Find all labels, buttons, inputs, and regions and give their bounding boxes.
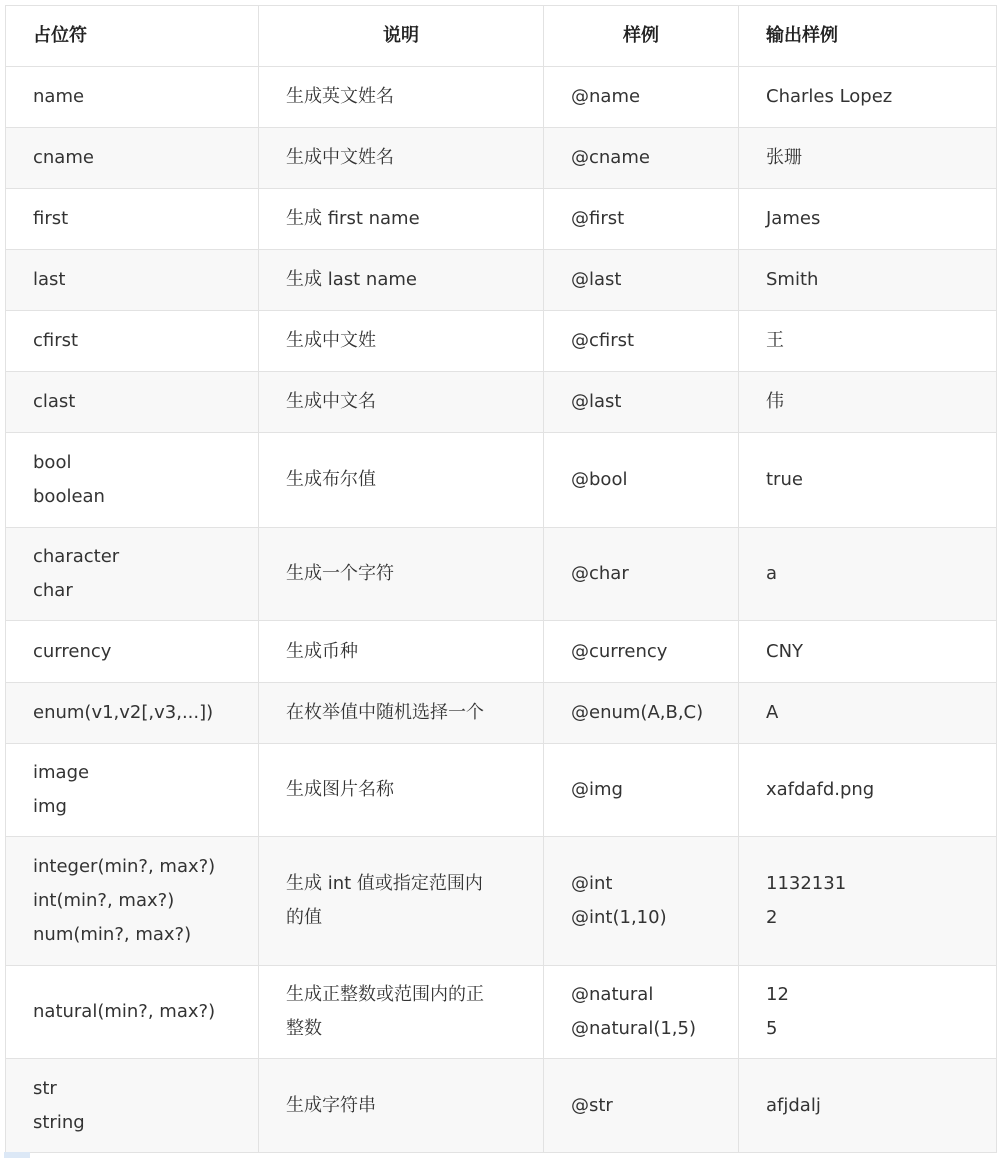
description-cell: [259, 67, 544, 128]
table-row: [6, 189, 997, 250]
output-cell: [739, 189, 997, 250]
placeholder-cell-line: num(min?, max?): [33, 924, 192, 945]
example-cell-line: @enum(A,B,C): [571, 702, 704, 723]
example-cell: [544, 744, 739, 837]
example-cell-line: @natural(1,5): [571, 1018, 697, 1039]
output-cell-line: 1132131: [766, 873, 847, 894]
output-cell: [739, 67, 997, 128]
placeholder-cell: [6, 372, 259, 433]
placeholder-cell-line: string: [33, 1111, 85, 1133]
placeholder-cell: [6, 837, 259, 966]
placeholder-cell: [6, 189, 259, 250]
output-cell-line: 2: [766, 907, 778, 928]
output-cell: [739, 311, 997, 372]
example-cell-line: @name: [571, 86, 641, 107]
description-cell-line: 生成一个字符: [286, 563, 394, 584]
table-row: [6, 311, 997, 372]
description-cell: [259, 528, 544, 621]
placeholder-cell-line: image: [33, 762, 90, 783]
output-cell: [739, 250, 997, 311]
output-cell-line: 张珊: [766, 147, 802, 168]
example-cell-line: @cfirst: [571, 330, 635, 351]
table-row: [6, 372, 997, 433]
example-cell-line: @img: [571, 779, 623, 800]
placeholder-cell-line: img: [33, 796, 67, 817]
description-cell-line: 生成 int 值或指定范围内: [286, 873, 483, 894]
table-row: [6, 683, 997, 744]
placeholder-cell-line: boolean: [33, 486, 105, 507]
placeholder-cell: [6, 67, 259, 128]
placeholder-cell: [6, 966, 259, 1059]
table-row: [6, 528, 997, 621]
table-row: [6, 128, 997, 189]
output-cell-line: Smith: [766, 269, 819, 290]
placeholder-cell-line: currency: [33, 640, 112, 662]
placeholder-cell: [6, 683, 259, 744]
output-cell: [739, 621, 997, 683]
description-cell-line: 生成中文名: [286, 391, 376, 412]
placeholder-cell-line: bool: [33, 452, 72, 473]
description-cell-line: 生成字符串: [286, 1094, 376, 1116]
description-cell: [259, 966, 544, 1059]
table-row: [6, 837, 997, 966]
example-cell: [544, 250, 739, 311]
description-cell: [259, 744, 544, 837]
output-cell-line: a: [766, 563, 778, 584]
output-cell-line: James: [766, 208, 821, 229]
description-cell-line: 生成 first name: [286, 208, 420, 229]
description-cell: [259, 128, 544, 189]
output-cell: [739, 837, 997, 966]
placeholder-cell-line: first: [33, 208, 69, 229]
output-cell-line: afjdalj: [766, 1094, 821, 1116]
output-cell-line: 5: [766, 1018, 778, 1039]
description-cell-line: 生成英文姓名: [286, 86, 394, 107]
output-cell-line: xafdafd.png: [766, 779, 875, 800]
placeholder-cell-line: clast: [33, 391, 76, 412]
placeholder-cell-line: int(min?, max?): [33, 890, 175, 911]
output-cell: [739, 744, 997, 837]
example-cell: [544, 621, 739, 683]
placeholder-cell: [6, 1059, 259, 1153]
table-row: [6, 966, 997, 1059]
description-cell: [259, 372, 544, 433]
example-cell: [544, 128, 739, 189]
example-cell-line: @bool: [571, 469, 628, 490]
description-cell-line: 生成中文姓名: [286, 147, 394, 168]
table-header-row: [6, 6, 997, 67]
placeholder-cell: [6, 311, 259, 372]
example-cell: [544, 683, 739, 744]
placeholder-cell-line: cname: [33, 147, 94, 168]
example-cell: [544, 433, 739, 528]
description-cell: [259, 621, 544, 683]
example-cell-line: @last: [571, 269, 622, 290]
description-cell-line: 生成布尔值: [286, 469, 376, 490]
description-cell: [259, 837, 544, 966]
output-cell: [739, 683, 997, 744]
output-cell-line: CNY: [766, 640, 804, 662]
table-row: [6, 433, 997, 528]
example-cell-line: @int: [571, 873, 613, 894]
example-cell: [544, 528, 739, 621]
output-cell-line: true: [766, 469, 803, 490]
placeholder-cell: [6, 528, 259, 621]
placeholder-cell-line: character: [33, 546, 120, 567]
table-row: [6, 250, 997, 311]
placeholder-table: [5, 5, 997, 1153]
header-placeholder: 占位符: [6, 6, 259, 67]
description-cell: [259, 189, 544, 250]
example-cell-line: @char: [571, 563, 629, 584]
output-cell: [739, 528, 997, 621]
placeholder-cell-line: enum(v1,v2[,v3,...]): [33, 702, 214, 723]
example-cell-line: @cname: [571, 147, 650, 168]
output-cell: [739, 128, 997, 189]
table-row: [6, 621, 997, 683]
scroll-corner: [4, 1152, 30, 1158]
header-description: 说明: [259, 6, 544, 67]
table-row: [6, 67, 997, 128]
example-cell-line: @natural: [571, 984, 654, 1005]
placeholder-cell-line: str: [33, 1077, 57, 1099]
description-cell-line: 的值: [286, 907, 322, 928]
description-cell-line: 生成中文姓: [286, 330, 376, 351]
example-cell: [544, 311, 739, 372]
description-cell-line: 在枚举值中随机选择一个: [286, 702, 484, 723]
table-row: [6, 744, 997, 837]
example-cell-line: @int(1,10): [571, 907, 667, 928]
description-cell: [259, 683, 544, 744]
placeholder-cell: [6, 621, 259, 683]
description-cell: [259, 311, 544, 372]
placeholder-cell: [6, 744, 259, 837]
description-cell-line: 生成币种: [286, 640, 358, 662]
output-cell-line: 王: [766, 330, 784, 351]
description-cell: [259, 1059, 544, 1153]
placeholder-cell-line: natural(min?, max?): [33, 1001, 216, 1022]
placeholder-cell: [6, 250, 259, 311]
placeholder-cell: [6, 128, 259, 189]
header-output: 输出样例: [739, 6, 997, 67]
table-row: [6, 1059, 997, 1153]
output-cell: [739, 433, 997, 528]
description-cell-line: 整数: [286, 1018, 322, 1039]
example-cell: [544, 1059, 739, 1153]
output-cell-line: 伟: [766, 391, 784, 412]
description-cell: [259, 250, 544, 311]
placeholder-cell-line: integer(min?, max?): [33, 856, 216, 877]
example-cell: [544, 837, 739, 966]
example-cell-line: @first: [571, 208, 625, 229]
output-cell-line: Charles Lopez: [766, 86, 893, 107]
placeholder-cell-line: name: [33, 86, 85, 107]
placeholder-cell-line: char: [33, 580, 73, 601]
output-cell: [739, 966, 997, 1059]
example-cell: [544, 67, 739, 128]
description-cell-line: 生成 last name: [286, 269, 417, 290]
example-cell-line: @last: [571, 391, 622, 412]
example-cell-line: @str: [571, 1094, 613, 1116]
output-cell-line: 12: [766, 984, 789, 1005]
output-cell: [739, 1059, 997, 1153]
example-cell: [544, 372, 739, 433]
header-example: 样例: [544, 6, 739, 67]
description-cell-line: 生成图片名称: [286, 779, 394, 800]
description-cell: [259, 433, 544, 528]
example-cell-line: @currency: [571, 640, 668, 662]
description-cell-line: 生成正整数或范围内的正: [286, 984, 484, 1005]
example-cell: [544, 966, 739, 1059]
example-cell: [544, 189, 739, 250]
placeholder-cell: [6, 433, 259, 528]
placeholder-cell-line: last: [33, 269, 66, 290]
output-cell-line: A: [766, 702, 779, 723]
output-cell: [739, 372, 997, 433]
placeholder-cell-line: cfirst: [33, 330, 79, 351]
